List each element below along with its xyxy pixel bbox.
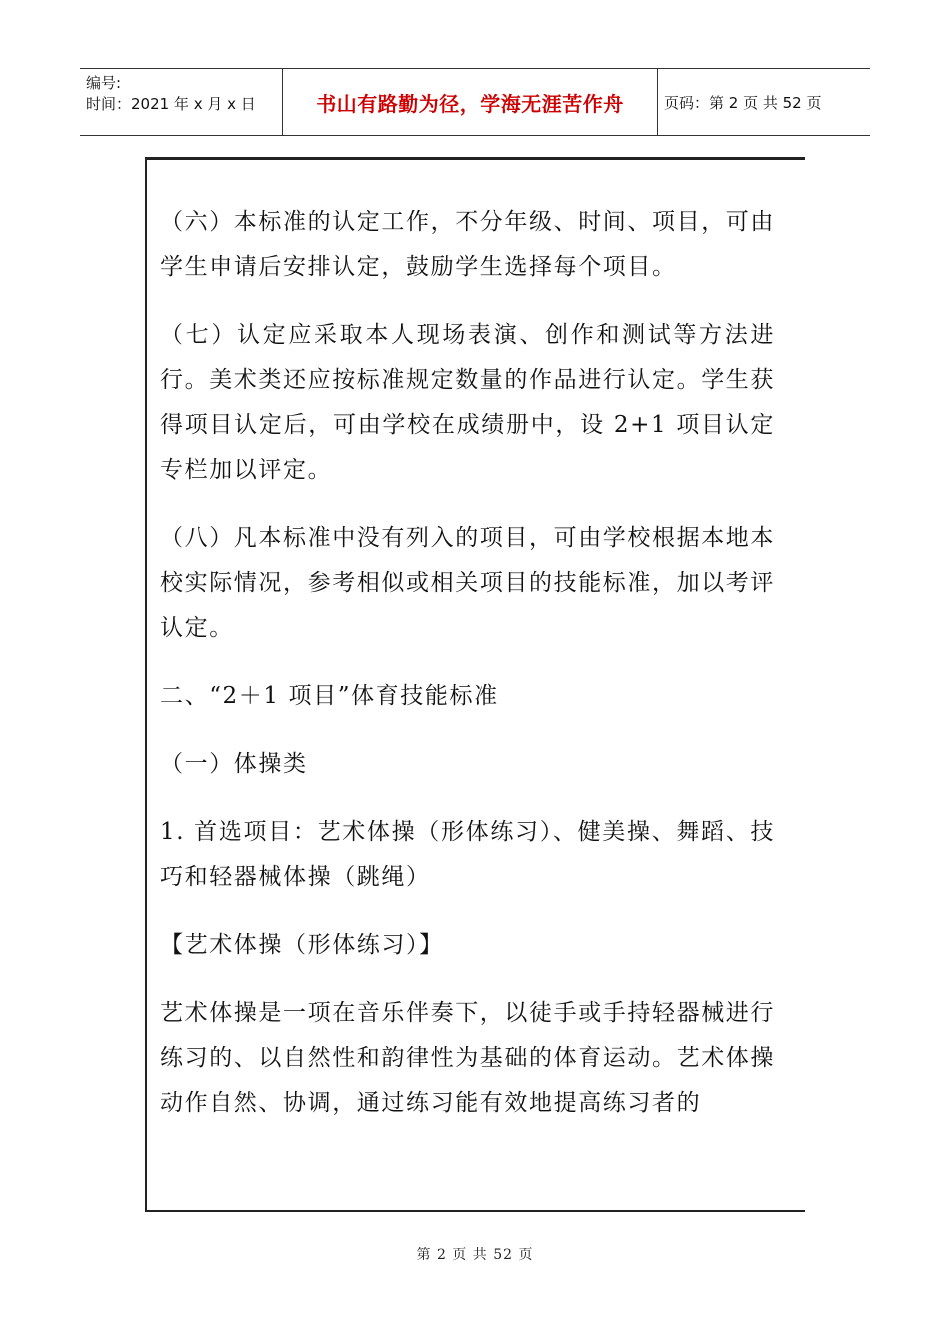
page-footer: 第 2 页 共 52 页: [416, 1247, 534, 1263]
header-page-info: 页码：第 2 页 共 52 页: [664, 93, 822, 112]
paragraph-item-8: （八）凡本标准中没有列入的项目，可由学校根据本地本校实际情况，参考相似或相关项目的技能标准，加以考评认定。: [160, 525, 775, 641]
paragraph-item-7: （七）认定应采取本人现场表演、创作和测试等方法进行。美术类还应按标准规定数量的作品进行认定。学生获得项目认定后，可由学校在成绩册中，设 2+1 项目认定专栏加以评定。: [160, 322, 775, 483]
topic-description: 艺术体操是一项在音乐伴奏下，以徒手或手持轻器械进行练习的、以自然性和韵律性为基础的体育运动。艺术体操动作自然、协调，通过练习能有效地提高练习者的: [160, 1000, 775, 1116]
header-slogan-cell: [282, 69, 658, 135]
subsection-heading: （一）体操类: [160, 751, 308, 777]
paragraph-item-6: （六）本标准的认定工作，不分年级、时间、项目，可由学生申请后安排认定，鼓励学生选择每个项目。: [160, 209, 775, 280]
document-time-label: 时间：2021 年 x 月 x 日: [86, 95, 256, 113]
section-heading: 二、“2＋1 项目”体育技能标准: [160, 683, 499, 709]
preferred-items-paragraph: 1. 首选项目：艺术体操（形体练习）、健美操、舞蹈、技巧和轻器械体操（跳绳）: [160, 819, 775, 890]
document-number-label: 编号:: [86, 74, 122, 92]
header-slogan: 书山有路勤为径，学海无涯苦作舟: [316, 91, 624, 116]
document-body: [160, 200, 775, 1126]
header-meta: [80, 69, 282, 135]
topic-heading: 【艺术体操（形体练习）】: [160, 932, 444, 958]
document-header: [80, 68, 870, 136]
header-page-info-cell: [658, 69, 870, 135]
